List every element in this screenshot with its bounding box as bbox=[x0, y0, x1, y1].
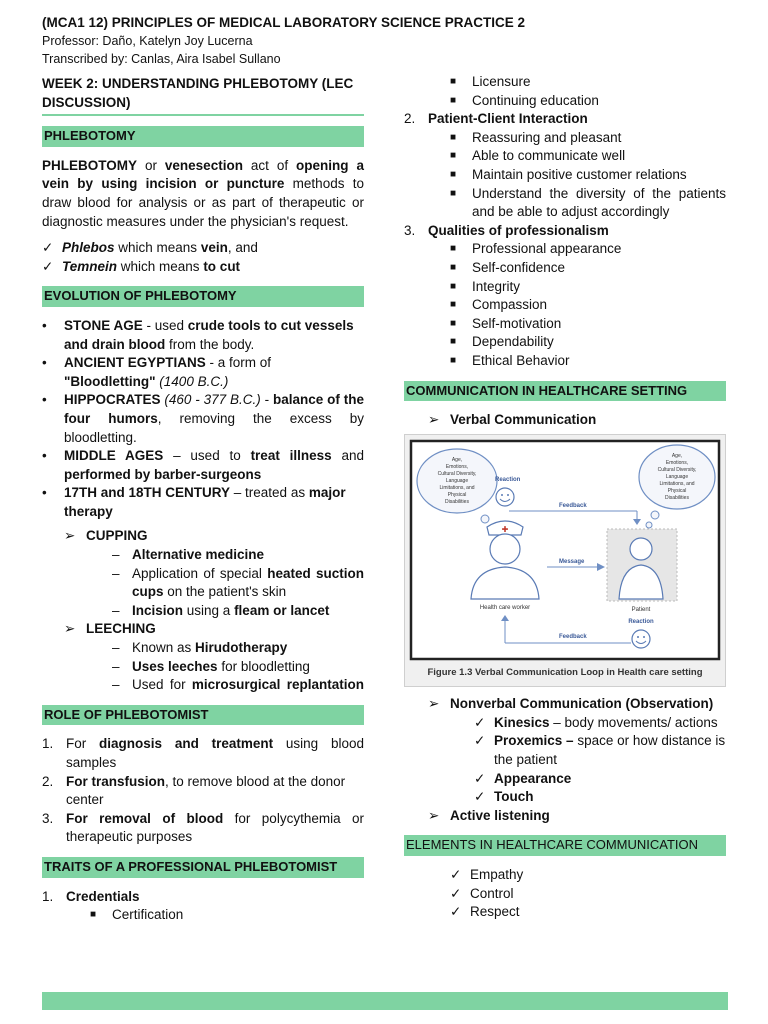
svg-text:✚: ✚ bbox=[501, 524, 509, 534]
list-item bbox=[404, 166, 726, 185]
term: Proxemics – bbox=[494, 733, 574, 749]
term: microsurgical replantation bbox=[191, 677, 364, 693]
arrow-icon: ➢ bbox=[428, 696, 440, 712]
cloud-text: Language bbox=[445, 477, 469, 484]
cloud-text: Limitations, and bbox=[659, 480, 695, 487]
list-item bbox=[404, 185, 726, 222]
square-bullet-icon: ■ bbox=[450, 317, 457, 329]
item-number: 2. bbox=[404, 111, 416, 127]
square-bullet-icon: ■ bbox=[450, 261, 457, 273]
text: for bloodletting bbox=[217, 658, 310, 674]
list-item bbox=[42, 602, 364, 621]
item-number: 1. bbox=[42, 888, 54, 904]
check-icon: ✓ bbox=[474, 714, 486, 730]
arrow-icon: ➢ bbox=[64, 528, 76, 544]
reaction-label-top: Reaction bbox=[495, 476, 521, 483]
term: vein bbox=[200, 240, 228, 256]
text: act of bbox=[242, 157, 297, 173]
term: Incision bbox=[132, 602, 184, 618]
text: Self-confidence bbox=[472, 259, 566, 275]
term: "Bloodletting" bbox=[64, 373, 156, 389]
feedback-label-top: Feedback bbox=[559, 502, 587, 509]
list-item bbox=[404, 222, 726, 241]
list-item bbox=[404, 885, 726, 904]
text: methods to draw blood for analysis or as part of therapeutic or diagnostic measures under the physician's request. bbox=[42, 176, 364, 229]
list-item bbox=[404, 129, 726, 148]
check-icon: ✓ bbox=[450, 904, 462, 920]
list-item bbox=[42, 735, 364, 772]
term: major therapy bbox=[64, 485, 346, 519]
list-item bbox=[404, 73, 726, 92]
term: treat illness bbox=[250, 448, 332, 464]
text: Licensure bbox=[472, 74, 531, 89]
text: Self-motivation bbox=[472, 315, 562, 331]
list-item bbox=[404, 315, 726, 334]
cloud-text: Physical bbox=[447, 491, 467, 498]
text: Able to communicate well bbox=[472, 148, 626, 164]
cloud-text: Emotions, bbox=[665, 459, 689, 466]
text: from the body. bbox=[165, 336, 255, 352]
list-item bbox=[404, 411, 726, 430]
list-item bbox=[42, 676, 364, 695]
footer-band bbox=[42, 992, 728, 1010]
text: Professional appearance bbox=[472, 241, 622, 257]
week-title: WEEK 2: UNDERSTANDING PHLEBOTOMY (LEC DISCUSSION) bbox=[42, 75, 364, 116]
cloud-text: Cultural Diversity, bbox=[437, 470, 477, 477]
text: on the patient's skin bbox=[163, 584, 287, 600]
smiley-icon bbox=[632, 630, 650, 648]
term: Touch bbox=[494, 789, 534, 805]
list-item bbox=[42, 658, 364, 677]
list-item bbox=[404, 147, 726, 166]
list-item bbox=[42, 447, 364, 484]
square-bullet-icon: ■ bbox=[450, 336, 457, 348]
reaction-label-bottom: Reaction bbox=[628, 618, 654, 625]
dash-icon: – bbox=[112, 677, 120, 693]
term: For transfusion bbox=[66, 773, 166, 789]
bullet-icon: • bbox=[42, 485, 47, 501]
term: to cut bbox=[203, 258, 241, 274]
patient-figure bbox=[607, 529, 677, 601]
text: Respect bbox=[470, 904, 520, 920]
text: Used for bbox=[132, 677, 192, 693]
text: space or how distance is the patient bbox=[494, 733, 726, 768]
term: Appearance bbox=[494, 770, 572, 786]
term: Temnein bbox=[62, 258, 118, 274]
list-item bbox=[42, 527, 364, 546]
term: crude tools to cut vessels and drain blood bbox=[64, 317, 354, 352]
term: diagnosis and treatment bbox=[99, 736, 274, 752]
arrow-icon: ➢ bbox=[428, 807, 440, 823]
text: – treated as bbox=[230, 485, 309, 501]
list-item bbox=[42, 354, 364, 391]
term: Phlebos bbox=[62, 240, 115, 256]
phlebotomy-definition bbox=[42, 157, 364, 231]
term: Uses leeches bbox=[132, 658, 218, 674]
list-item bbox=[404, 259, 726, 278]
text: For bbox=[66, 736, 100, 752]
list-item bbox=[42, 888, 364, 907]
cloud-text: Emotions, bbox=[445, 463, 469, 470]
bullet-icon: • bbox=[42, 355, 47, 371]
text: Reassuring and pleasant bbox=[472, 129, 622, 145]
square-bullet-icon: ■ bbox=[450, 131, 457, 143]
check-icon: ✓ bbox=[474, 733, 486, 749]
left-column bbox=[42, 72, 364, 925]
term: balance of the four humors bbox=[64, 392, 364, 426]
list-item bbox=[404, 278, 726, 297]
text: using a bbox=[183, 602, 235, 618]
list-item bbox=[42, 620, 364, 639]
term: fleam or lancet bbox=[234, 602, 330, 618]
list-item bbox=[42, 391, 364, 447]
check-icon: ✓ bbox=[42, 258, 54, 274]
interaction-label: Patient-Client Interaction bbox=[428, 111, 588, 127]
text: - bbox=[260, 392, 273, 408]
term: Kinesics bbox=[494, 714, 550, 730]
square-bullet-icon: ■ bbox=[450, 354, 457, 366]
term-opening-vein: opening a vein by using incision or puncture bbox=[42, 157, 364, 192]
term: 17TH and 18TH CENTURY bbox=[64, 485, 231, 501]
text: , to remove blood at the donor center bbox=[66, 773, 346, 808]
text: - a form of bbox=[205, 355, 272, 371]
cloud-text: Disabilities bbox=[445, 498, 469, 505]
list-item bbox=[42, 239, 364, 258]
list-item bbox=[42, 639, 364, 658]
list-item bbox=[404, 732, 726, 769]
course-title: (MCA1 12) PRINCIPLES OF MEDICAL LABORATORY SCIENCE PRACTICE 2 bbox=[42, 15, 526, 30]
square-bullet-icon: ■ bbox=[450, 168, 457, 180]
text: which means bbox=[114, 240, 201, 256]
term: heated suction cups bbox=[132, 565, 365, 600]
list-item bbox=[42, 565, 364, 602]
text: Integrity bbox=[472, 278, 521, 294]
term: performed by barber-surgeons bbox=[64, 466, 262, 482]
square-bullet-icon: ■ bbox=[450, 150, 457, 162]
list-item bbox=[404, 770, 726, 789]
cupping-label: CUPPING bbox=[86, 528, 148, 544]
date: (1400 B.C.) bbox=[155, 373, 229, 389]
cloud-text: Language bbox=[665, 473, 689, 480]
dash-icon: – bbox=[112, 602, 120, 618]
square-bullet-icon: ■ bbox=[90, 909, 97, 921]
list-item bbox=[404, 352, 726, 371]
text: Continuing education bbox=[472, 92, 599, 108]
term-phlebotomy: PHLEBOTOMY bbox=[42, 157, 138, 173]
list-item bbox=[404, 807, 726, 826]
arrow-icon: ➢ bbox=[428, 412, 440, 428]
text: Maintain positive customer relations bbox=[472, 166, 687, 182]
active-listening-label: Active listening bbox=[450, 807, 550, 823]
text: using blood samples bbox=[66, 736, 364, 770]
list-item bbox=[42, 773, 364, 810]
term: For removal of blood bbox=[66, 810, 224, 826]
transcriber-line: Transcribed by: Canlas, Aira Isabel Sullano bbox=[42, 52, 281, 66]
list-item bbox=[404, 240, 726, 259]
smiley-icon bbox=[496, 488, 514, 506]
text: or bbox=[137, 157, 165, 173]
list-item bbox=[42, 906, 364, 925]
check-icon: ✓ bbox=[450, 885, 462, 901]
list-item bbox=[404, 714, 726, 733]
right-column bbox=[404, 73, 726, 922]
list-item bbox=[404, 695, 726, 714]
square-bullet-icon: ■ bbox=[450, 76, 457, 87]
text: Known as bbox=[132, 640, 196, 656]
bullet-icon: • bbox=[42, 317, 47, 333]
text: Dependability bbox=[472, 334, 554, 350]
patient-label: Patient bbox=[631, 606, 651, 613]
list-item bbox=[42, 546, 364, 565]
figure-caption: Figure 1.3 Verbal Communication Loop in Health care setting bbox=[427, 666, 703, 678]
section-heading-elements: ELEMENTS IN HEALTHCARE COMMUNICATION bbox=[404, 835, 726, 856]
arrow-icon: ➢ bbox=[64, 621, 76, 637]
communication-loop-figure bbox=[404, 434, 726, 688]
item-number: 3. bbox=[404, 222, 416, 238]
list-item bbox=[404, 110, 726, 129]
verbal-label: Verbal Communication bbox=[450, 412, 597, 428]
text: – used to bbox=[163, 448, 251, 464]
dash-icon: – bbox=[112, 565, 120, 581]
term: MIDDLE AGES bbox=[64, 448, 164, 464]
term: Hirudotherapy bbox=[195, 640, 288, 656]
check-icon: ✓ bbox=[474, 770, 486, 786]
text: , and bbox=[227, 240, 258, 256]
document-header bbox=[42, 14, 732, 68]
qualities-label: Qualities of professionalism bbox=[428, 222, 609, 238]
worker-label: Health care worker bbox=[479, 604, 531, 611]
text: Application of special bbox=[132, 565, 268, 581]
list-item bbox=[404, 296, 726, 315]
message-label: Message bbox=[559, 558, 585, 565]
list-item bbox=[42, 317, 364, 354]
communication-loop-diagram bbox=[409, 439, 721, 661]
section-heading-phlebotomy: PHLEBOTOMY bbox=[42, 126, 364, 147]
section-heading-role: ROLE OF PHLEBOTOMIST bbox=[42, 705, 364, 726]
list-item bbox=[42, 258, 364, 277]
cloud-text: Age, bbox=[451, 456, 463, 463]
nonverbal-label: Nonverbal Communication (Observation) bbox=[450, 696, 714, 712]
text: Understand the diversity of the patients and be able to adjust accordingly bbox=[472, 185, 726, 220]
professor-line: Professor: Daño, Katelyn Joy Lucerna bbox=[42, 34, 253, 48]
section-heading-traits: TRAITS OF A PROFESSIONAL PHLEBOTOMIST bbox=[42, 857, 364, 878]
section-heading-communication: COMMUNICATION IN HEALTHCARE SETTING bbox=[404, 381, 726, 402]
cloud-text: Limitations, and bbox=[439, 484, 475, 491]
list-item bbox=[404, 92, 726, 111]
text: Ethical Behavior bbox=[472, 352, 570, 368]
text: , removing the excess by bloodletting. bbox=[64, 410, 364, 445]
leeching-label: LEECHING bbox=[86, 621, 156, 637]
text: - used bbox=[142, 317, 188, 333]
date: (460 - 377 B.C.) bbox=[160, 392, 261, 408]
term: ANCIENT EGYPTIANS bbox=[64, 355, 206, 371]
bullet-icon: • bbox=[42, 392, 47, 408]
dash-icon: – bbox=[112, 640, 120, 656]
square-bullet-icon: ■ bbox=[450, 94, 457, 106]
check-icon: ✓ bbox=[42, 240, 54, 256]
term: STONE AGE bbox=[64, 317, 143, 333]
list-item bbox=[404, 333, 726, 352]
feedback-label-bottom: Feedback bbox=[559, 633, 587, 640]
text: which means bbox=[117, 258, 204, 274]
cloud-text: Disabilities bbox=[665, 494, 689, 501]
check-icon: ✓ bbox=[450, 867, 462, 883]
text: for polycythemia or therapeutic purposes bbox=[66, 810, 364, 845]
square-bullet-icon: ■ bbox=[450, 187, 457, 199]
dash-icon: – bbox=[112, 547, 120, 563]
list-item bbox=[404, 788, 726, 807]
item-number: 1. bbox=[42, 736, 54, 752]
square-bullet-icon: ■ bbox=[450, 299, 457, 311]
section-heading-evolution: EVOLUTION OF PHLEBOTOMY bbox=[42, 286, 364, 307]
cloud-text: Age, bbox=[671, 452, 683, 459]
item-number: 2. bbox=[42, 773, 54, 789]
term: HIPPOCRATES bbox=[64, 392, 161, 408]
term: Alternative medicine bbox=[132, 547, 265, 563]
bullet-icon: • bbox=[42, 448, 47, 464]
text: Certification bbox=[112, 907, 184, 923]
dash-icon: – bbox=[112, 658, 120, 674]
square-bullet-icon: ■ bbox=[450, 280, 457, 292]
text: Compassion bbox=[472, 297, 548, 313]
list-item bbox=[42, 484, 364, 521]
check-icon: ✓ bbox=[474, 789, 486, 805]
cloud-text: Physical bbox=[667, 487, 687, 494]
text: Control bbox=[470, 885, 514, 901]
text: – body movements/ actions bbox=[549, 714, 718, 730]
term-venesection: venesection bbox=[164, 157, 243, 173]
text: and bbox=[331, 448, 364, 464]
square-bullet-icon: ■ bbox=[450, 243, 457, 255]
list-item bbox=[42, 810, 364, 847]
item-number: 3. bbox=[42, 810, 54, 826]
cloud-text: Cultural Diversity, bbox=[657, 466, 697, 473]
credentials-label: Credentials bbox=[66, 888, 140, 904]
list-item bbox=[404, 866, 726, 885]
list-item bbox=[404, 903, 726, 922]
text: Empathy bbox=[470, 867, 524, 883]
